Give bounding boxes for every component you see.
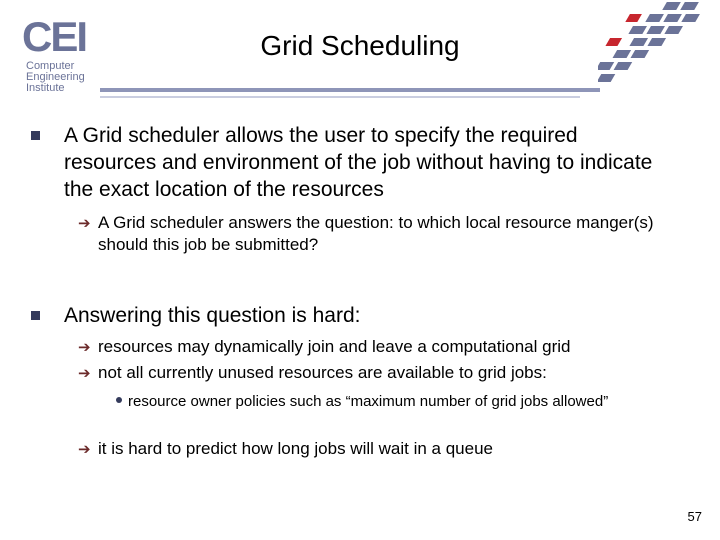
logo-line-2: Engineering (26, 71, 85, 83)
arrow-bullet-icon: ➔ (78, 441, 91, 458)
decorative-pattern (598, 0, 708, 90)
title-rule (100, 88, 600, 92)
bullet-2-sub-1: resources may dynamically join and leave a computational grid (98, 337, 571, 356)
page-number: 57 (687, 509, 702, 524)
arrow-bullet-icon: ➔ (78, 339, 91, 356)
bullet-2-text: Answering this question is hard: (64, 304, 361, 327)
bullet-2-sub-2-sub-1: resource owner policies such as “maximum number of grid jobs allowed” (128, 393, 609, 410)
slide-title: Grid Scheduling (260, 30, 460, 61)
arrow-bullet-icon: ➔ (78, 215, 91, 232)
logo-mark: CEI (22, 13, 87, 60)
logo-line-3: Institute (26, 82, 65, 94)
bullet-square (31, 131, 40, 140)
logo-line-1: Computer (26, 60, 75, 72)
bullet-1-text: A Grid scheduler allows the user to specify the required resources and environment of the job without having to indicate the exact location of the resources (64, 124, 653, 201)
bullet-square (31, 311, 40, 320)
bullet-1-sub-1: A Grid scheduler answers the question: to which local resource manger(s) should this job be submitted? (98, 213, 654, 254)
arrow-bullet-icon: ➔ (78, 365, 91, 382)
bullet-2-sub-3: it is hard to predict how long jobs will wait in a queue (98, 439, 493, 458)
logo (18, 12, 98, 92)
bullet-2-sub-2: not all currently unused resources are available to grid jobs: (98, 363, 547, 382)
title-rule-thin (100, 96, 580, 98)
dot-bullet-icon (116, 397, 122, 403)
